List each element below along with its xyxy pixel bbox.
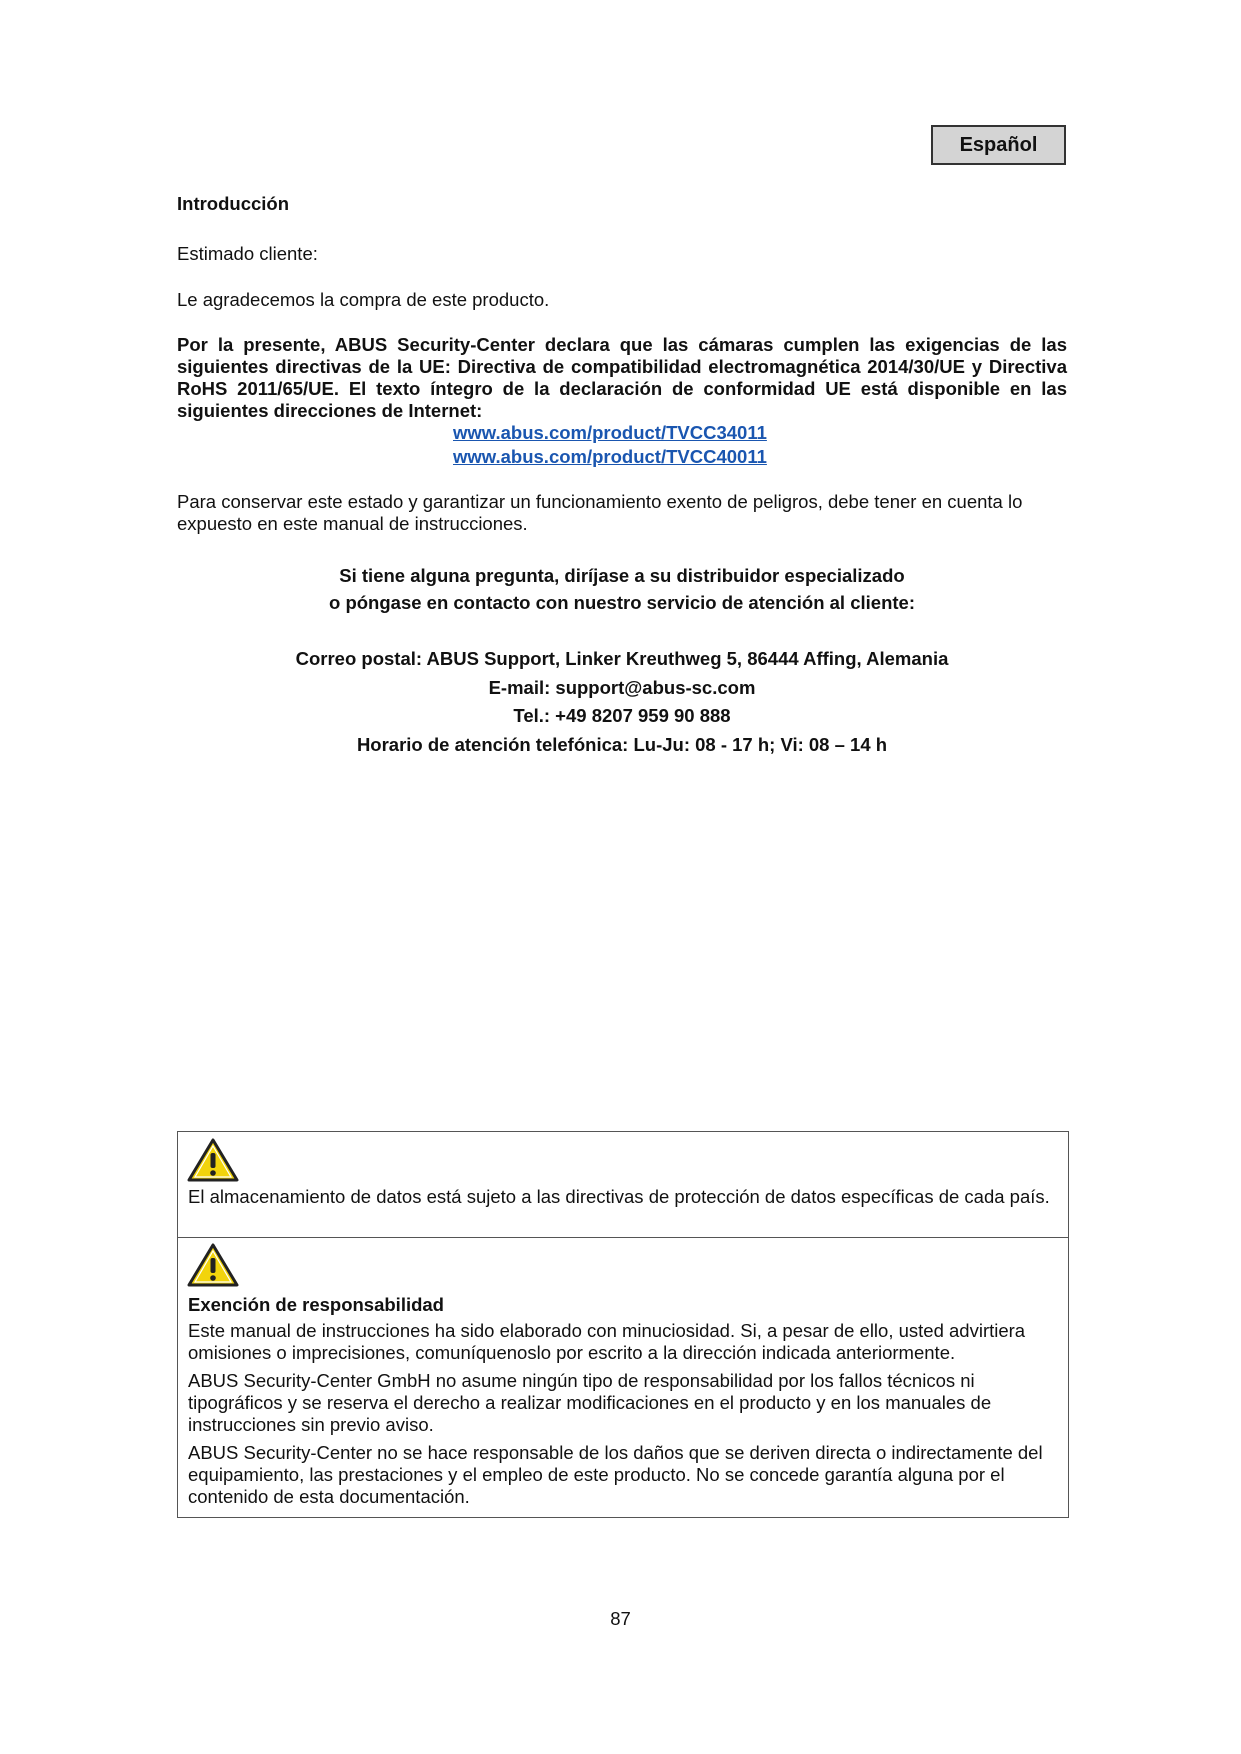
warning-icon	[187, 1242, 239, 1288]
contact-email: E-mail: support@abus-sc.com	[488, 677, 756, 698]
contact-line-2: o póngase en contacto con nuestro servicio de atención al cliente:	[329, 592, 915, 613]
disclaimer-notice	[177, 1237, 1069, 1518]
disclaimer-paragraph-3: ABUS Security-Center no se hace responsable de los daños que se deriven directa o indirectamente del equipamiento, las prestaciones y el empleo de este producto. No se concede garantía alguna por el contenido de esta documentación.	[188, 1442, 1043, 1507]
page-number: 87	[610, 1608, 631, 1629]
warning-icon	[187, 1137, 239, 1183]
disclaimer-paragraph-1: Este manual de instrucciones ha sido elaborado con minuciosidad. Si, a pesar de ello, usted advirtiera omisiones o imprecisiones, comuníquenoslo por escrito a la dirección indicada anteriormente.	[188, 1320, 1026, 1363]
links-block	[453, 422, 767, 470]
data-protection-text: El almacenamiento de datos está sujeto a las directivas de protección de datos específicas de cada país.	[188, 1186, 1050, 1207]
language-tab: Español	[931, 125, 1066, 165]
product-link-tvcc34011[interactable]: www.abus.com/product/TVCC34011	[453, 422, 767, 443]
contact-phone: Tel.: +49 8207 959 90 888	[513, 705, 731, 726]
disclaimer-paragraph-2: ABUS Security-Center GmbH no asume ningún tipo de responsabilidad por los fallos técnicos ni tipográficos y se reserva el derecho a realizar modificaciones en el producto y en los manuales de instrucciones sin previo aviso.	[188, 1370, 992, 1435]
disclaimer-title: Exención de responsabilidad	[188, 1294, 444, 1315]
thanks-text: Le agradecemos la compra de este producto.	[177, 289, 550, 310]
postal-address: Correo postal: ABUS Support, Linker Kreuthweg 5, 86444 Affing, Alemania	[295, 648, 949, 669]
greeting-text: Estimado cliente:	[177, 243, 318, 264]
declaration-paragraph: Por la presente, ABUS Security-Center declara que las cámaras cumplen las exigencias de las siguientes directivas de la UE: Directiva de compatibilidad electromagnética 2014/30/UE y Directiva RoHS 2011/65/UE. El texto íntegro de la declaración de conformidad UE está disponible en las siguientes direcciones de Internet:	[177, 334, 1067, 421]
data-protection-notice	[177, 1131, 1069, 1238]
conservation-paragraph: Para conservar este estado y garantizar un funcionamiento exento de peligros, debe tener en cuenta lo expuesto en este manual de instrucciones.	[177, 491, 1023, 534]
product-link-tvcc40011[interactable]: www.abus.com/product/TVCC40011	[453, 446, 767, 467]
section-heading: Introducción	[177, 193, 290, 214]
contact-hours: Horario de atención telefónica: Lu-Ju: 08 - 17 h; Vi: 08 – 14 h	[356, 734, 888, 755]
contact-line-1: Si tiene alguna pregunta, diríjase a su distribuidor especializado	[339, 565, 905, 586]
